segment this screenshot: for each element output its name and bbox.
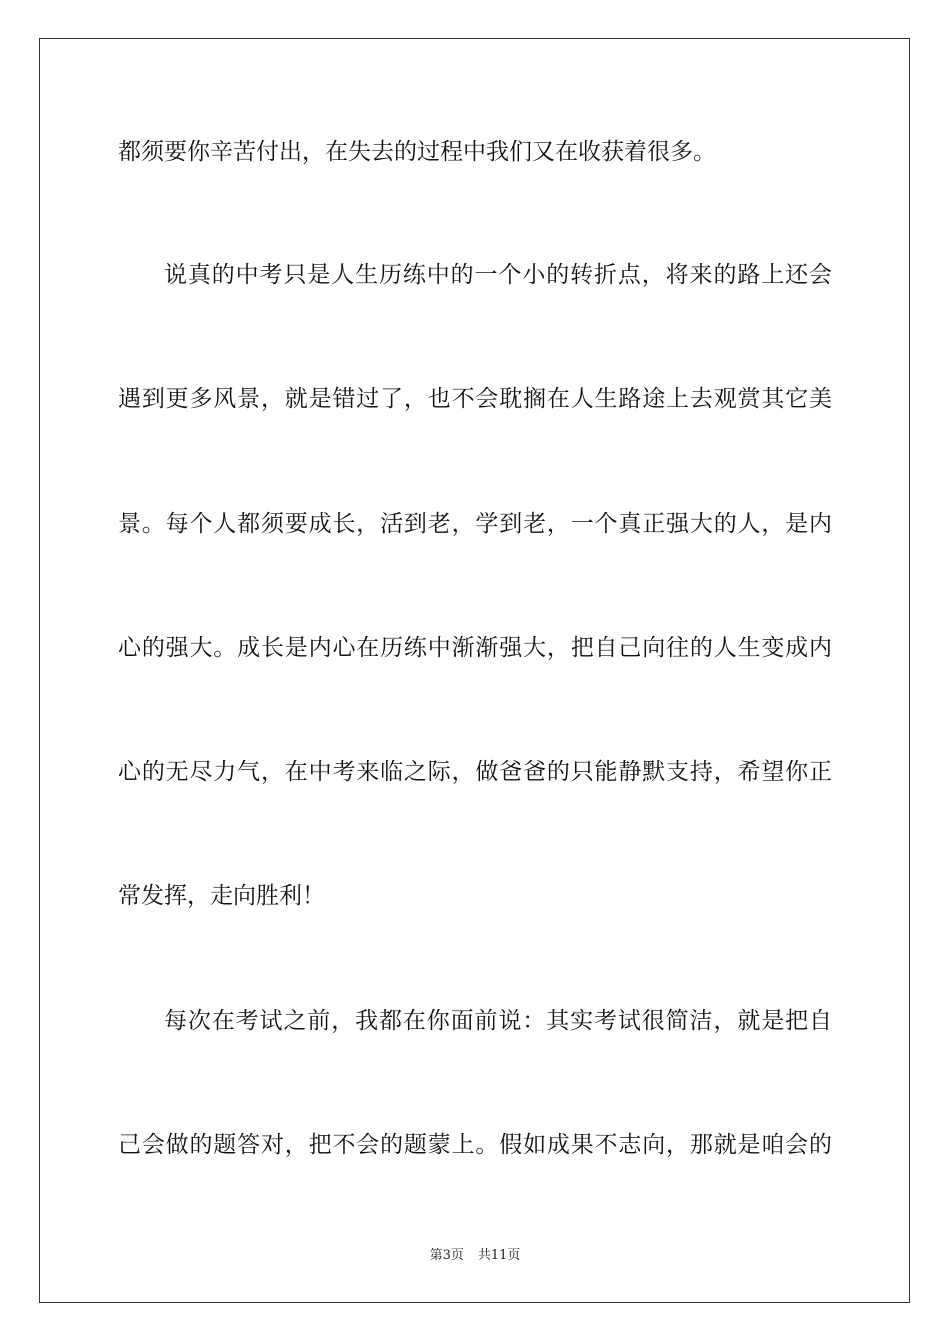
page-number: 第3页 <box>429 1248 464 1263</box>
paragraph-start-line: 说真的中考只是人生历练中的一个小的转折点，将来的路上还会 <box>164 262 832 288</box>
text-line: 心的无尽力气，在中考来临之际，做爸爸的只能静默支持，希望你正 <box>118 759 832 785</box>
text-line: 遇到更多风景，就是错过了，也不会耽搁在人生路途上去观赏其它美 <box>118 386 832 412</box>
page-border <box>39 38 910 1303</box>
text-line: 都须要你辛苦付出，在失去的过程中我们又在收获着很多。 <box>118 139 716 165</box>
text-line: 景。每个人都须要成长，活到老，学到老，一个真正强大的人，是内 <box>118 511 832 537</box>
text-line: 常发挥，走向胜利！ <box>118 883 325 909</box>
page-footer <box>0 1247 950 1265</box>
text-line: 己会做的题答对，把不会的题蒙上。假如成果不志向，那就是咱会的 <box>118 1132 832 1158</box>
page-total: 共11页 <box>477 1248 521 1263</box>
text-line: 心的强大。成长是内心在历练中渐渐强大，把自己向往的人生变成内 <box>118 635 832 661</box>
paragraph-start-line: 每次在考试之前，我都在你面前说：其实考试很简洁，就是把自 <box>164 1008 832 1034</box>
